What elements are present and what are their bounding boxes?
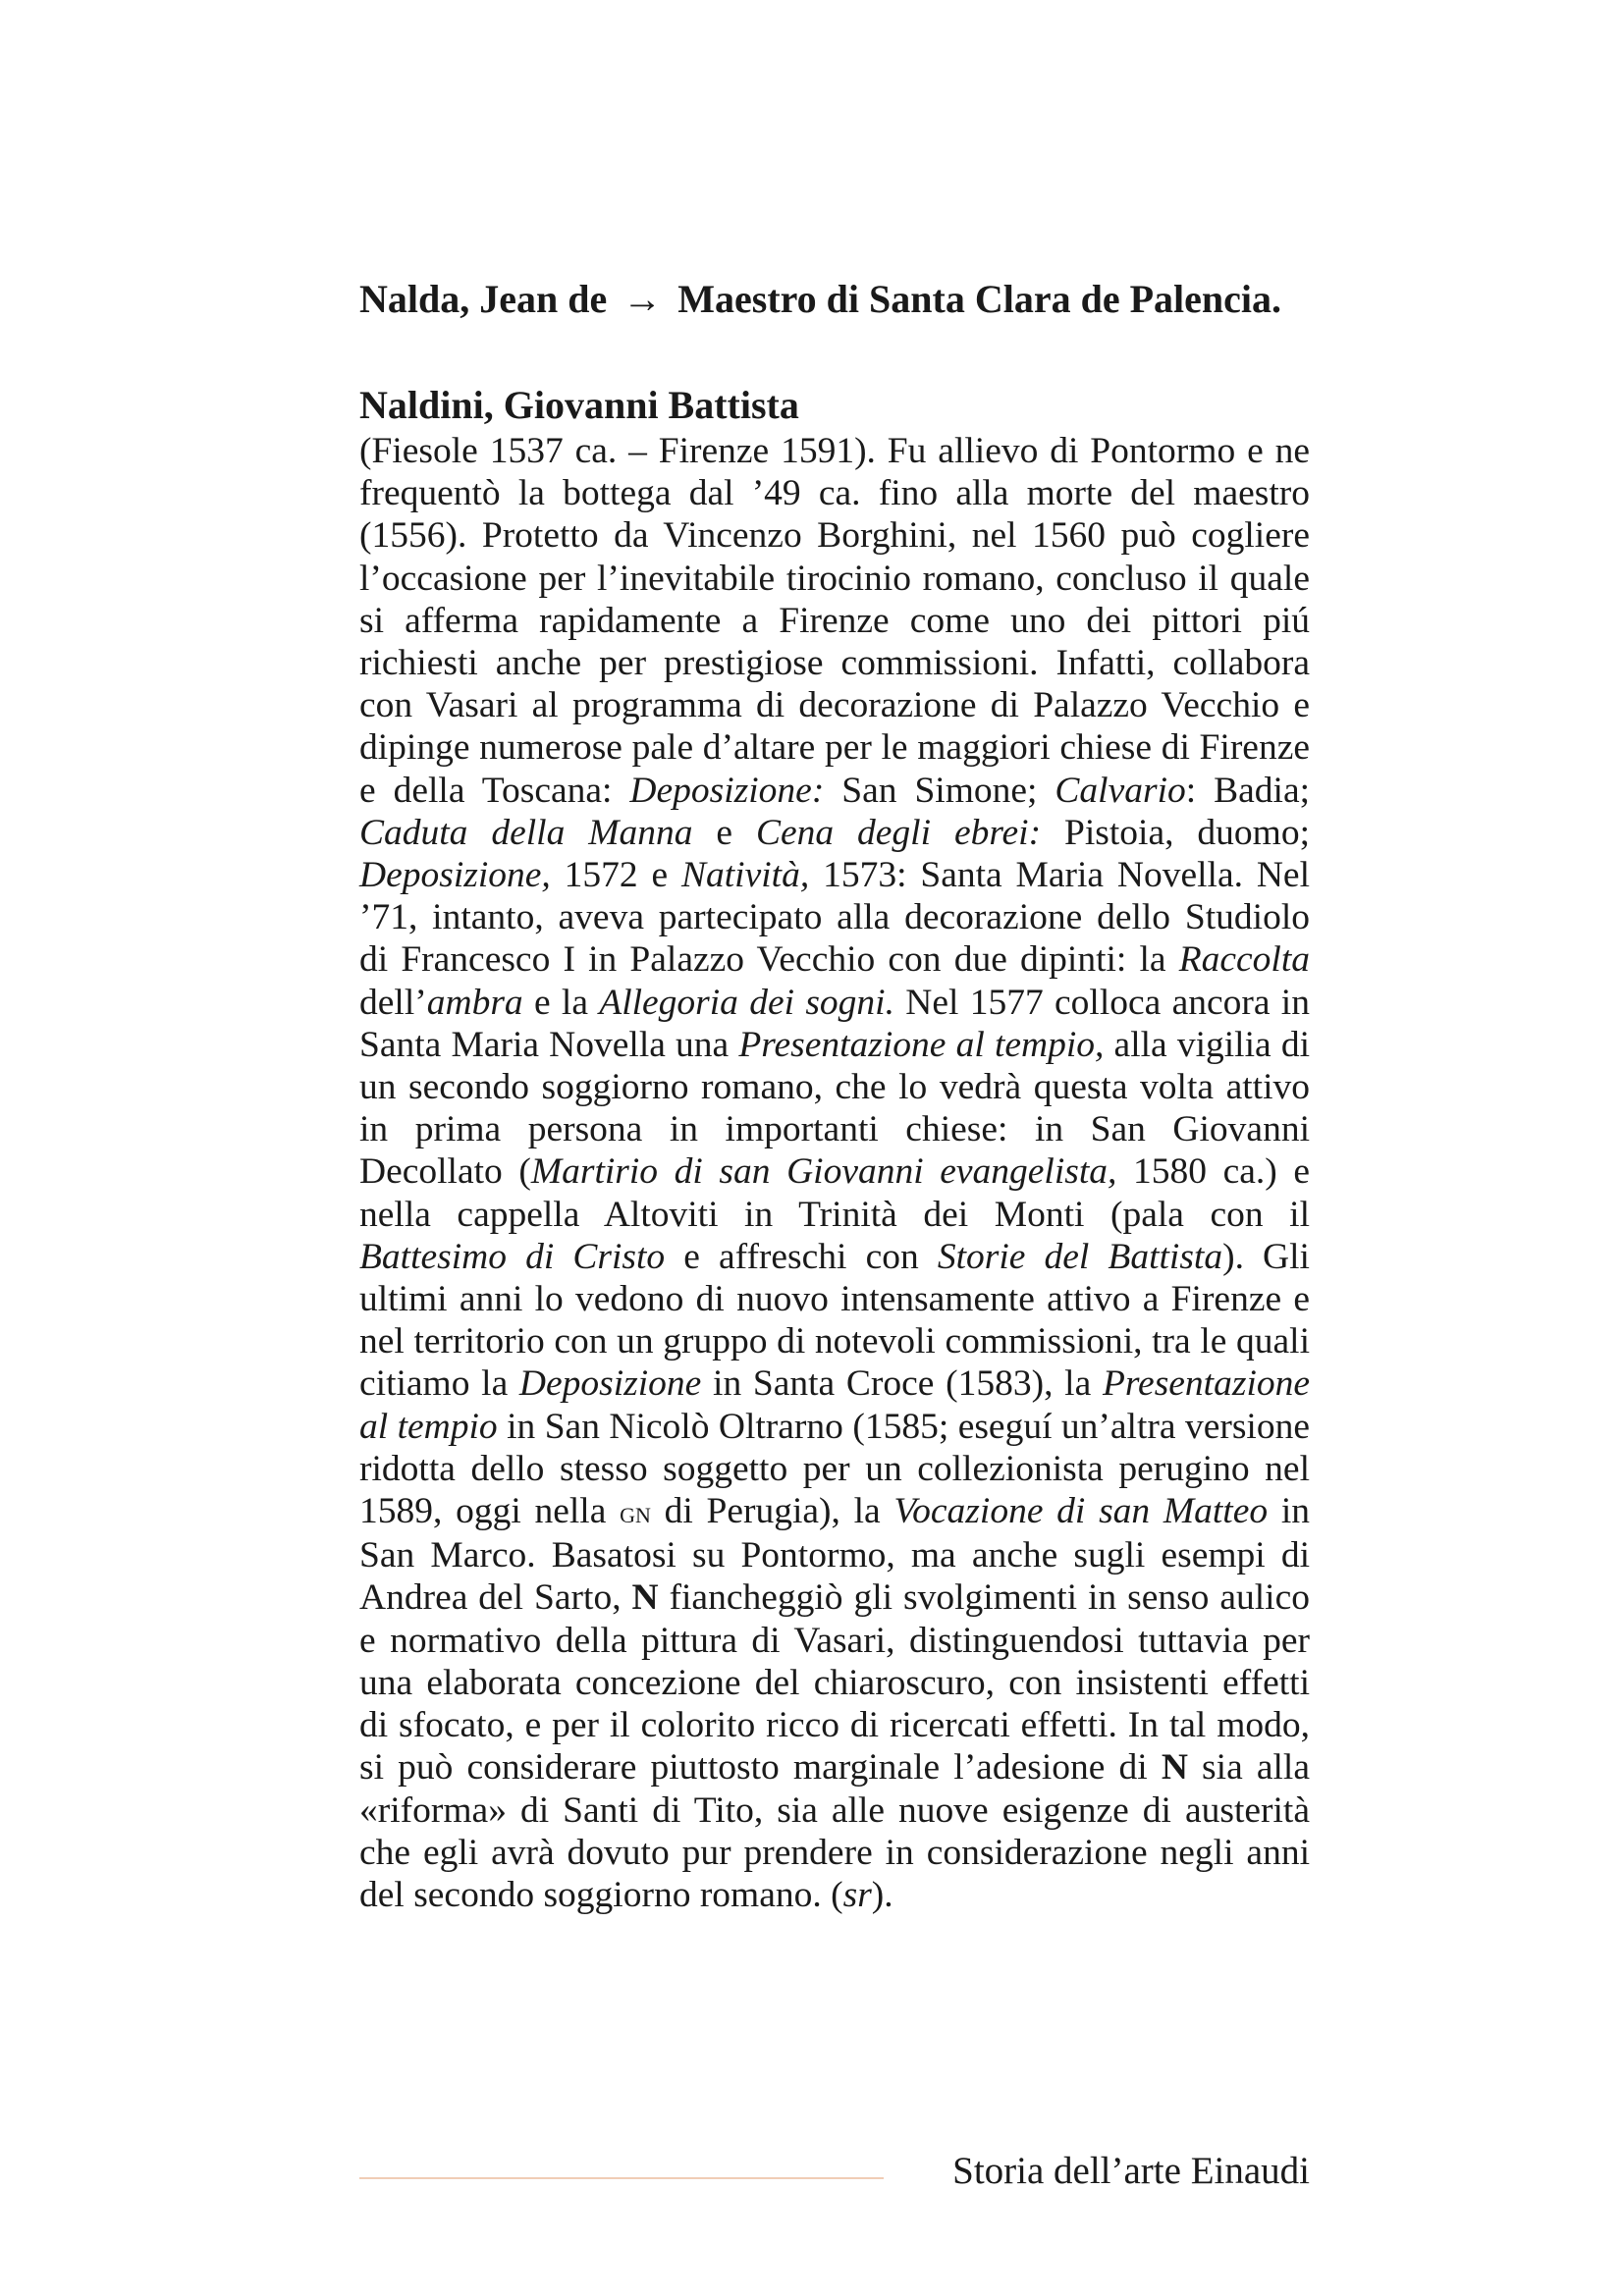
text-run: (Fiesole 1537 ca. – Firenze 1591). Fu allievo di Pontormo e ne frequentò la bottega dal ’49 ca. fino alla morte del maestro (1556). Protetto da Vincenzo Borghini, nel 1560 può cogliere l’occasione per l’inevitabile tirocinio romano, concluso il quale si afferma rapidamente a Firenze come uno dei pittori piú richiesti anche per prestigiose commissioni. Infatti, collabora con Vasari al programma di decorazione di Palazzo Vecchio e dipinge numerose pale d’altare per le maggiori chiese di Firenze e della Toscana:: [359, 431, 1310, 811]
footer-rule: [359, 2177, 884, 2179]
italic-run: Battesimo di Cristo: [359, 1236, 666, 1277]
italic-run: Natività,: [681, 855, 810, 896]
footer-publisher-title: Storia dell’arte Einaudi: [952, 2150, 1310, 2192]
text-run: alla vigilia di un secondo soggiorno romano, che lo vedrà questa volta attivo in prima persona in importanti chiese: in San Giovanni Decollato (: [359, 1024, 1310, 1193]
text-run: Nel 1577 colloca ancora in Santa Maria Novella una: [359, 982, 1310, 1065]
text-run: fiancheggiò gli svolgimenti in senso aulico e normativo della pittura di Vasari, distinguendosi tuttavia per una elaborata concezione del chiaroscuro, con insistenti effetti di sfocato, e per il colorito ricco di ricercati effetti. In tal modo, si può considerare piuttosto marginale l’adesione di: [359, 1577, 1310, 1789]
italic-run: Vocazione di san Matteo: [893, 1491, 1269, 1532]
text-run: e affreschi con: [665, 1236, 938, 1277]
cross-reference-arrow-icon: →: [622, 277, 663, 321]
text-run: 1580 ca.) e nella cappella Altoviti in Trinità dei Monti (pala con il: [359, 1151, 1310, 1235]
text-run: Pistoia, duomo;: [1041, 812, 1310, 853]
italic-run: ambra: [426, 982, 523, 1023]
text-run: San Simone;: [824, 770, 1055, 811]
text-run: di Perugia), la: [650, 1491, 894, 1532]
entry-separator: [359, 324, 1310, 381]
text-run: 1573: Santa Maria Novella. Nel ’71, intanto, aveva partecipato alla decorazione dello Studiolo di Francesco I in Palazzo Vecchio con due dipinti: la: [359, 855, 1310, 981]
page-content: [359, 275, 1310, 1916]
bold-run: N: [1161, 1747, 1188, 1789]
entry-body-naldini: [359, 430, 1310, 1916]
cross-reference-target[interactable]: Maestro di Santa Clara de Palencia.: [677, 277, 1282, 321]
italic-run: Presentazione al tempio,: [738, 1024, 1105, 1065]
italic-run: Caduta della Manna: [359, 812, 693, 853]
italic-run: sr: [842, 1874, 872, 1915]
text-run: in Santa Croce (1583), la: [701, 1363, 1103, 1405]
italic-run: Presentazione al tempio: [359, 1363, 1311, 1447]
italic-run: Cena degli ebrei:: [755, 812, 1042, 853]
italic-run: Allegoria dei sogni.: [599, 982, 894, 1023]
text-run: sia alla «riforma» di Santi di Tito, sia alle nuove esigenze di austerità che egli avrà dovuto pur prendere in considerazione negli anni del secondo soggiorno romano. (: [359, 1747, 1310, 1915]
text-run: e la: [522, 982, 600, 1023]
text-run: ). Gli ultimi anni lo vedono di nuovo intensamente attivo a Firenze e nel territorio con un gruppo di notevoli commissioni, tra le quali citiamo la: [359, 1236, 1310, 1405]
entry-name-nalda: Nalda, Jean de: [359, 277, 608, 321]
italic-run: Deposizione: [518, 1363, 702, 1405]
text-run: in San Nicolò Oltrarno (1585; eseguí un’altra versione ridotta dello stesso soggetto per un collezionista perugino nel 1589, oggi nella: [359, 1406, 1310, 1532]
text-run: : Badia;: [1185, 770, 1311, 811]
entry-title-naldini: Naldini, Giovanni Battista: [359, 383, 799, 427]
italic-run: Martirio di san Giovanni evangelista,: [530, 1151, 1117, 1193]
italic-run: Raccolta: [1178, 939, 1310, 981]
text-run: ).: [871, 1874, 893, 1915]
text-run: e: [692, 812, 756, 853]
italic-run: Deposizione,: [359, 855, 551, 896]
text-run: in San Marco. Basatosi su Pontormo, ma anche sugli esempi di Andrea del Sarto,: [359, 1491, 1310, 1619]
entry-title-nalda: [359, 275, 1310, 324]
smallcaps-run: gn: [620, 1496, 651, 1530]
text-run: dell’: [359, 982, 427, 1023]
italic-run: Calvario: [1055, 770, 1186, 811]
text-run: 1572 e: [550, 855, 681, 896]
page-footer: [359, 2136, 1310, 2195]
bold-run: N: [631, 1577, 659, 1619]
italic-run: Deposizione:: [629, 770, 825, 811]
italic-run: Storie del Battista: [937, 1236, 1223, 1277]
